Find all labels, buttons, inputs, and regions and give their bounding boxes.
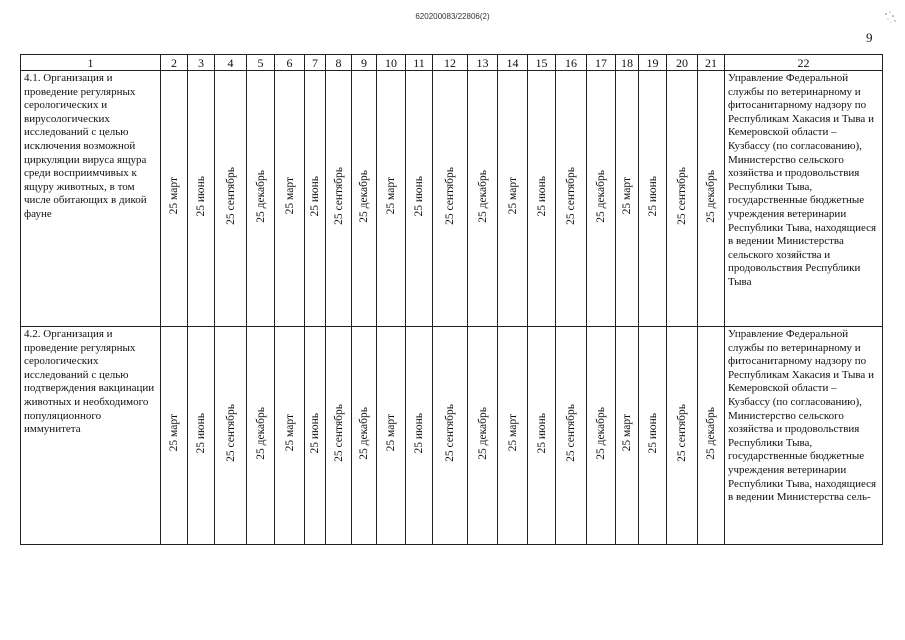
deadline-cell — [616, 71, 639, 327]
deadline-cell — [556, 71, 587, 327]
deadline-cell — [247, 71, 275, 327]
deadline-date: 25 март — [621, 177, 633, 215]
deadline-date: 25 декабрь — [705, 406, 717, 460]
deadline-date: 25 декабрь — [595, 406, 607, 460]
table-row — [21, 71, 883, 327]
column-header: 5 — [247, 55, 275, 71]
deadline-date: 25 март — [168, 177, 180, 215]
deadline-date: 25 сентябрь — [444, 404, 456, 462]
deadline-date: 25 март — [283, 177, 296, 215]
column-header: 1 — [21, 55, 161, 71]
deadline-cell — [215, 327, 247, 545]
column-header: 6 — [275, 55, 305, 71]
deadline-cell — [528, 327, 556, 545]
column-header: 21 — [698, 55, 725, 71]
column-header: 18 — [616, 55, 639, 71]
deadline-cell — [667, 327, 698, 545]
column-header: 19 — [639, 55, 667, 71]
deadline-cell — [468, 71, 498, 327]
deadline-date: 25 июнь — [646, 412, 659, 454]
deadline-date: 25 декабрь — [358, 406, 370, 460]
deadline-cell — [468, 327, 498, 545]
deadline-date: 25 сентябрь — [676, 404, 688, 462]
deadline-cell — [433, 71, 468, 327]
deadline-date: 25 сентябрь — [676, 167, 688, 225]
column-header: 9 — [352, 55, 377, 71]
deadline-date: 25 июнь — [309, 412, 321, 454]
deadline-cell — [305, 71, 326, 327]
deadline-date: 25 июнь — [195, 412, 207, 454]
deadline-cell — [698, 71, 725, 327]
deadline-date: 25 сентябрь — [565, 404, 577, 462]
deadline-cell — [305, 327, 326, 545]
deadline-date: 25 сентябрь — [444, 167, 456, 225]
deadline-date: 25 март — [385, 414, 397, 452]
deadline-date: 25 сентябрь — [332, 167, 345, 225]
deadline-date: 25 июнь — [413, 412, 425, 454]
deadline-cell — [161, 71, 188, 327]
deadline-cell — [188, 327, 215, 545]
deadline-date: 25 март — [621, 414, 633, 452]
deadline-date: 25 июнь — [535, 412, 548, 454]
deadline-date: 25 сентябрь — [224, 167, 237, 225]
deadline-cell — [587, 327, 616, 545]
column-header: 10 — [377, 55, 406, 71]
deadline-date: 25 декабрь — [254, 406, 267, 460]
deadline-cell — [326, 71, 352, 327]
column-header: 8 — [326, 55, 352, 71]
deadline-cell — [616, 327, 639, 545]
schedule-table — [20, 54, 883, 545]
deadline-date: 25 июнь — [413, 175, 425, 217]
deadline-date: 25 сентябрь — [224, 404, 237, 462]
column-header: 7 — [305, 55, 326, 71]
responsible-party: Управление Федеральной службы по ветеринарному и фитосанитарному надзору по Республикам Хакасия и Тыва и Кемеровской области – Кузбассу (по согласованию), Министерство сельского хозяйства и продовольствия Республики Тыва, государственные бюджетные учреждения ветеринарии Республики Тыва, находящиеся в ведении Министерства сель- — [725, 327, 883, 545]
deadline-date: 25 июнь — [535, 175, 548, 217]
column-header: 14 — [498, 55, 528, 71]
deadline-date: 25 июнь — [195, 175, 207, 217]
column-header: 2 — [161, 55, 188, 71]
column-header: 20 — [667, 55, 698, 71]
deadline-date: 25 сентябрь — [332, 404, 345, 462]
activity-description: 4.1. Организация и проведение регулярных серологических и вирусологических исследований с целью исключения возможной циркуляции вируса ящура среди восприимчивых к ящуру животных, в том числе обитающих в дикой фауне — [21, 71, 161, 327]
deadline-date: 25 декабрь — [705, 169, 717, 223]
column-header: 3 — [188, 55, 215, 71]
deadline-cell — [352, 327, 377, 545]
deadline-cell — [377, 327, 406, 545]
deadline-date: 25 июнь — [309, 175, 321, 217]
deadline-cell — [247, 327, 275, 545]
column-header: 13 — [468, 55, 498, 71]
deadline-cell — [498, 71, 528, 327]
deadline-date: 25 сентябрь — [565, 167, 577, 225]
responsible-party: Управление Федеральной службы по ветеринарному и фитосанитарному надзору по Республикам Хакасия и Тыва и Кемеровской области – Кузбассу (по согласованию), Министерство сельского хозяйства и продовольствия Республики Тыва, государственные бюджетные учреждения ветеринарии Республики Тыва, находящиеся в ведении Министерства сельского хозяйства и продовольствия Республики Тыва — [725, 71, 883, 327]
deadline-date: 25 июнь — [646, 175, 659, 217]
deadline-cell — [275, 71, 305, 327]
deadline-date: 25 март — [506, 177, 519, 215]
column-header: 4 — [215, 55, 247, 71]
deadline-cell — [698, 327, 725, 545]
deadline-date: 25 декабрь — [476, 406, 489, 460]
deadline-date: 25 март — [168, 414, 180, 452]
header-row — [21, 55, 883, 71]
deadline-cell — [587, 71, 616, 327]
deadline-cell — [639, 71, 667, 327]
deadline-date: 25 декабрь — [476, 169, 489, 223]
document-id: 620200083/22806(2) — [415, 12, 490, 21]
deadline-cell — [188, 71, 215, 327]
scan-mark-icon — [883, 10, 897, 24]
column-header: 15 — [528, 55, 556, 71]
deadline-cell — [639, 327, 667, 545]
deadline-cell — [377, 71, 406, 327]
table-row — [21, 327, 883, 545]
deadline-cell — [528, 71, 556, 327]
deadline-date: 25 март — [283, 414, 296, 452]
deadline-cell — [326, 327, 352, 545]
page-number: 9 — [866, 30, 873, 45]
column-header: 22 — [725, 55, 883, 71]
deadline-cell — [406, 71, 433, 327]
deadline-date: 25 декабрь — [595, 169, 607, 223]
deadline-date: 25 март — [506, 414, 519, 452]
deadline-cell — [275, 327, 305, 545]
deadline-date: 25 декабрь — [358, 169, 370, 223]
deadline-cell — [215, 71, 247, 327]
deadline-cell — [406, 327, 433, 545]
column-header: 17 — [587, 55, 616, 71]
column-header: 16 — [556, 55, 587, 71]
deadline-cell — [433, 327, 468, 545]
deadline-cell — [667, 71, 698, 327]
deadline-cell — [498, 327, 528, 545]
deadline-date: 25 декабрь — [254, 169, 267, 223]
column-header: 11 — [406, 55, 433, 71]
deadline-date: 25 март — [385, 177, 397, 215]
activity-description: 4.2. Организация и проведение регулярных серологических исследований с целью подтверждения вакцинации животных и необходимого популяционного иммунитета — [21, 327, 161, 545]
deadline-cell — [352, 71, 377, 327]
deadline-cell — [556, 327, 587, 545]
deadline-cell — [161, 327, 188, 545]
column-header: 12 — [433, 55, 468, 71]
